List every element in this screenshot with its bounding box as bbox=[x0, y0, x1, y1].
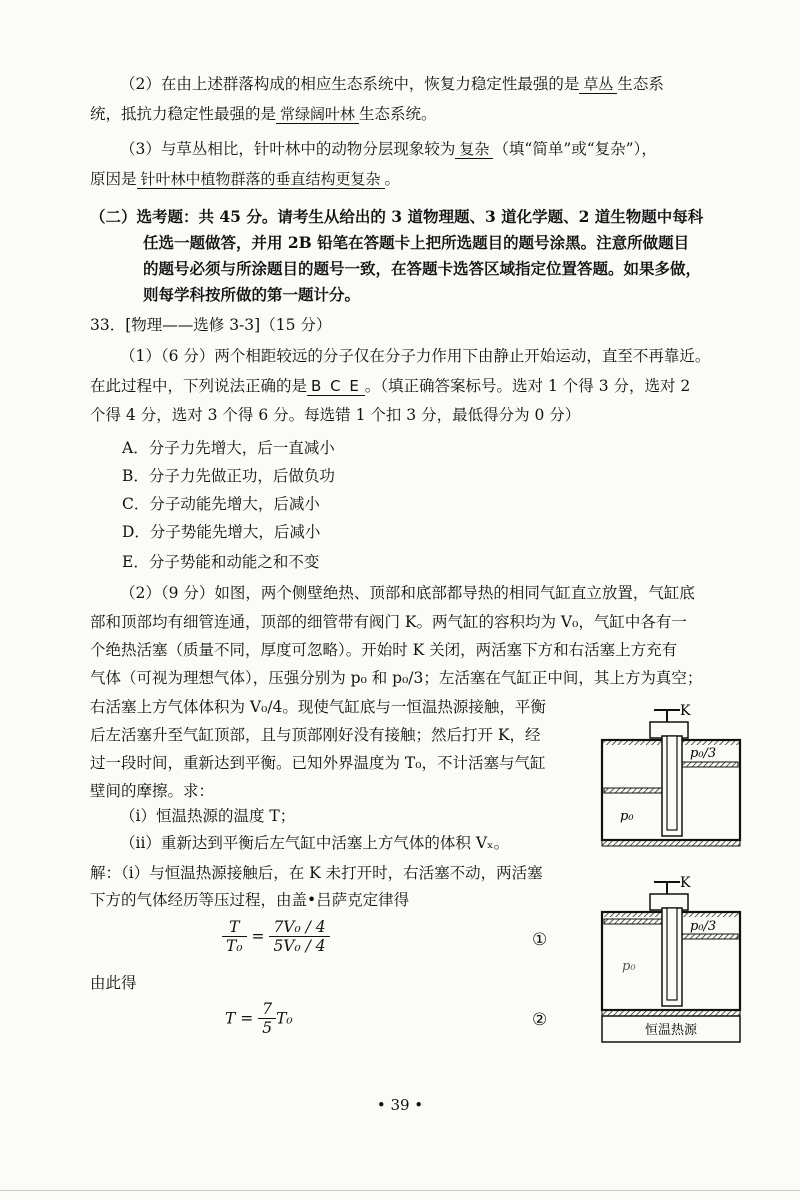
equation-2 bbox=[225, 1000, 293, 1037]
q2-text: （2）在由上述群落构成的相应生态系统中，恢复力稳定性最强的是 bbox=[120, 75, 580, 93]
q3-text: 。 bbox=[384, 170, 401, 188]
eq1-lhs-den: T₀ bbox=[226, 937, 243, 955]
q33-answer: B C E bbox=[307, 377, 365, 396]
upper-pressure-label-2: p₀/3 bbox=[690, 919, 717, 934]
lower-pressure-label: p₀ bbox=[620, 809, 634, 824]
q3-text: 原因是 bbox=[90, 170, 137, 188]
eq1-lhs-num: T bbox=[222, 918, 247, 937]
eq1-rhs bbox=[269, 918, 329, 955]
cylinder-figure-heated bbox=[600, 870, 742, 1046]
solution-line-2: 下方的气体经历等压过程，由盖•吕萨克定律得 bbox=[90, 891, 410, 909]
q33-part2-line-3: 个绝热活塞（质量不同，厚度可忽略）。开始时 K 关闭，两活塞下方和右活塞上方充有 bbox=[90, 641, 678, 659]
q3-text: （填“简单”或“复杂”）， bbox=[493, 140, 657, 158]
solution-line-1: 解：（i）与恒温热源接触后，在 K 未打开时，右活塞不动，两活塞 bbox=[90, 864, 543, 882]
equation-1-tag: ① bbox=[532, 930, 548, 950]
option-e: E．分子势能和动能之和不变 bbox=[122, 553, 320, 571]
q33-part2-line-8: 壁间的摩擦。求： bbox=[90, 782, 215, 800]
q33-part2-line-5: 右活塞上方气体体积为 V₀/4。现使气缸底与一恒温热源接触，平衡 bbox=[90, 698, 546, 716]
q33-part2-line-6: 后左活塞升至气缸顶部，且与顶部刚好没有接触；然后打开 K，经 bbox=[90, 726, 541, 744]
eq2-num: 7 bbox=[258, 1000, 276, 1019]
q2-text: 生态系 bbox=[617, 75, 664, 93]
q33-part1-line-1: （1）（6 分）两个相距较远的分子仅在分子力作用下由静止开始运动，直至不再靠近。 bbox=[120, 347, 711, 365]
lower-pressure-label-2: p₀ bbox=[622, 959, 636, 974]
eq2-lhs: T = bbox=[225, 1009, 254, 1028]
valve-label-2: K bbox=[680, 875, 691, 891]
q33-part2-line-1: （2）（9 分）如图，两个侧壁绝热、顶部和底部都导热的相同气缸直立放置，气缸底 bbox=[120, 584, 695, 602]
q3-answer-1: 复杂 bbox=[455, 140, 493, 159]
q2-text: 统，抵抗力稳定性最强的是 bbox=[90, 105, 277, 123]
elective-line-3: 的题号必须与所涂题目的题号一致，在答题卡选答区域指定位置答题。如果多做， bbox=[143, 259, 702, 278]
q33-part1-line-2 bbox=[90, 375, 690, 397]
q3-line-2 bbox=[90, 168, 400, 190]
equation-2-tag: ② bbox=[532, 1010, 548, 1030]
elective-line-2: 任选一题做答，并用 2B 铅笔在答题卡上把所选题目的题号涂黑。注意所做题目 bbox=[143, 233, 690, 252]
option-b: B．分子力先做正功，后做负功 bbox=[122, 467, 335, 485]
q33-title: 33．[物理——选修 3-3]（15 分） bbox=[90, 316, 332, 334]
eq2-fraction bbox=[258, 1000, 276, 1037]
elective-line-4: 则每学科按所做的第一题计分。 bbox=[143, 285, 361, 304]
q2-line-2 bbox=[90, 103, 437, 125]
q2-line-1 bbox=[120, 73, 664, 95]
q33-text: 。（填正确答案标号。选对 1 个得 3 分，选对 2 bbox=[364, 377, 691, 395]
q3-text: （3）与草丛相比，针叶林中的动物分层现象较为 bbox=[120, 140, 456, 158]
valve-label: K bbox=[680, 703, 691, 719]
q33-part2-line-4: 气体（可视为理想气体），压强分别为 p₀ 和 p₀/3；左活塞在气缸正中间，其上方为真空； bbox=[90, 669, 703, 687]
eq2-den: 5 bbox=[262, 1019, 273, 1037]
cylinder-figure-initial bbox=[600, 700, 742, 848]
sub-question-1: （i）恒温热源的温度 T； bbox=[120, 807, 296, 825]
page-number: • 39 • bbox=[376, 1096, 424, 1114]
q2-text: 生态系统。 bbox=[359, 105, 437, 123]
equation-1: $\frac{T}{\text{T₀}}$ = $\frac{\text{7V₀ / 4}}{\text{5V₀ / 4}}$ bbox=[222, 918, 330, 955]
q33-part2-line-7: 过一段时间，重新达到平衡。已知外界温度为 T₀，不计活塞与气缸 bbox=[90, 754, 546, 772]
scan-edge-divider bbox=[0, 1190, 800, 1191]
upper-pressure-label: p₀/3 bbox=[690, 746, 717, 761]
q33-part2-line-2: 部和顶部均有细管连通，顶部的细管带有阀门 K。两气缸的容积均为 V₀，气缸中各有一 bbox=[90, 613, 687, 631]
eq1-rhs-den: 5V₀ / 4 bbox=[273, 937, 326, 955]
q2-answer-1: 草丛 bbox=[579, 75, 617, 94]
eq1-lhs bbox=[222, 918, 247, 955]
q2-answer-2: 常绿阔叶林 bbox=[276, 105, 359, 124]
q33-text: 在此过程中，下列说法正确的是 bbox=[90, 377, 308, 395]
eq2-rhs: T₀ bbox=[276, 1009, 293, 1028]
solution-line-3: 由此得 bbox=[90, 974, 137, 992]
elective-line-1: （二）选考题：共 45 分。请考生从给出的 3 道物理题、3 道化学题、2 道生物题中每科 bbox=[90, 207, 704, 226]
option-a: A．分子力先增大，后一直减小 bbox=[122, 439, 335, 457]
q3-line-1 bbox=[120, 138, 657, 160]
heat-source-label: 恒温热源 bbox=[644, 1023, 698, 1038]
option-c: C．分子动能先增大，后减小 bbox=[122, 495, 320, 513]
q3-answer-2: 针叶林中植物群落的垂直结构更复杂 bbox=[137, 170, 385, 189]
option-d: D．分子势能先增大，后减小 bbox=[122, 523, 321, 541]
sub-question-2: （ii）重新达到平衡后左气缸中活塞上方气体的体积 Vₓ。 bbox=[120, 834, 510, 852]
q33-part1-line-3: 个得 4 分，选对 3 个得 6 分。每选错 1 个扣 3 分，最低得分为 0 分） bbox=[90, 406, 581, 424]
eq1-rhs-num: 7V₀ / 4 bbox=[269, 918, 329, 937]
